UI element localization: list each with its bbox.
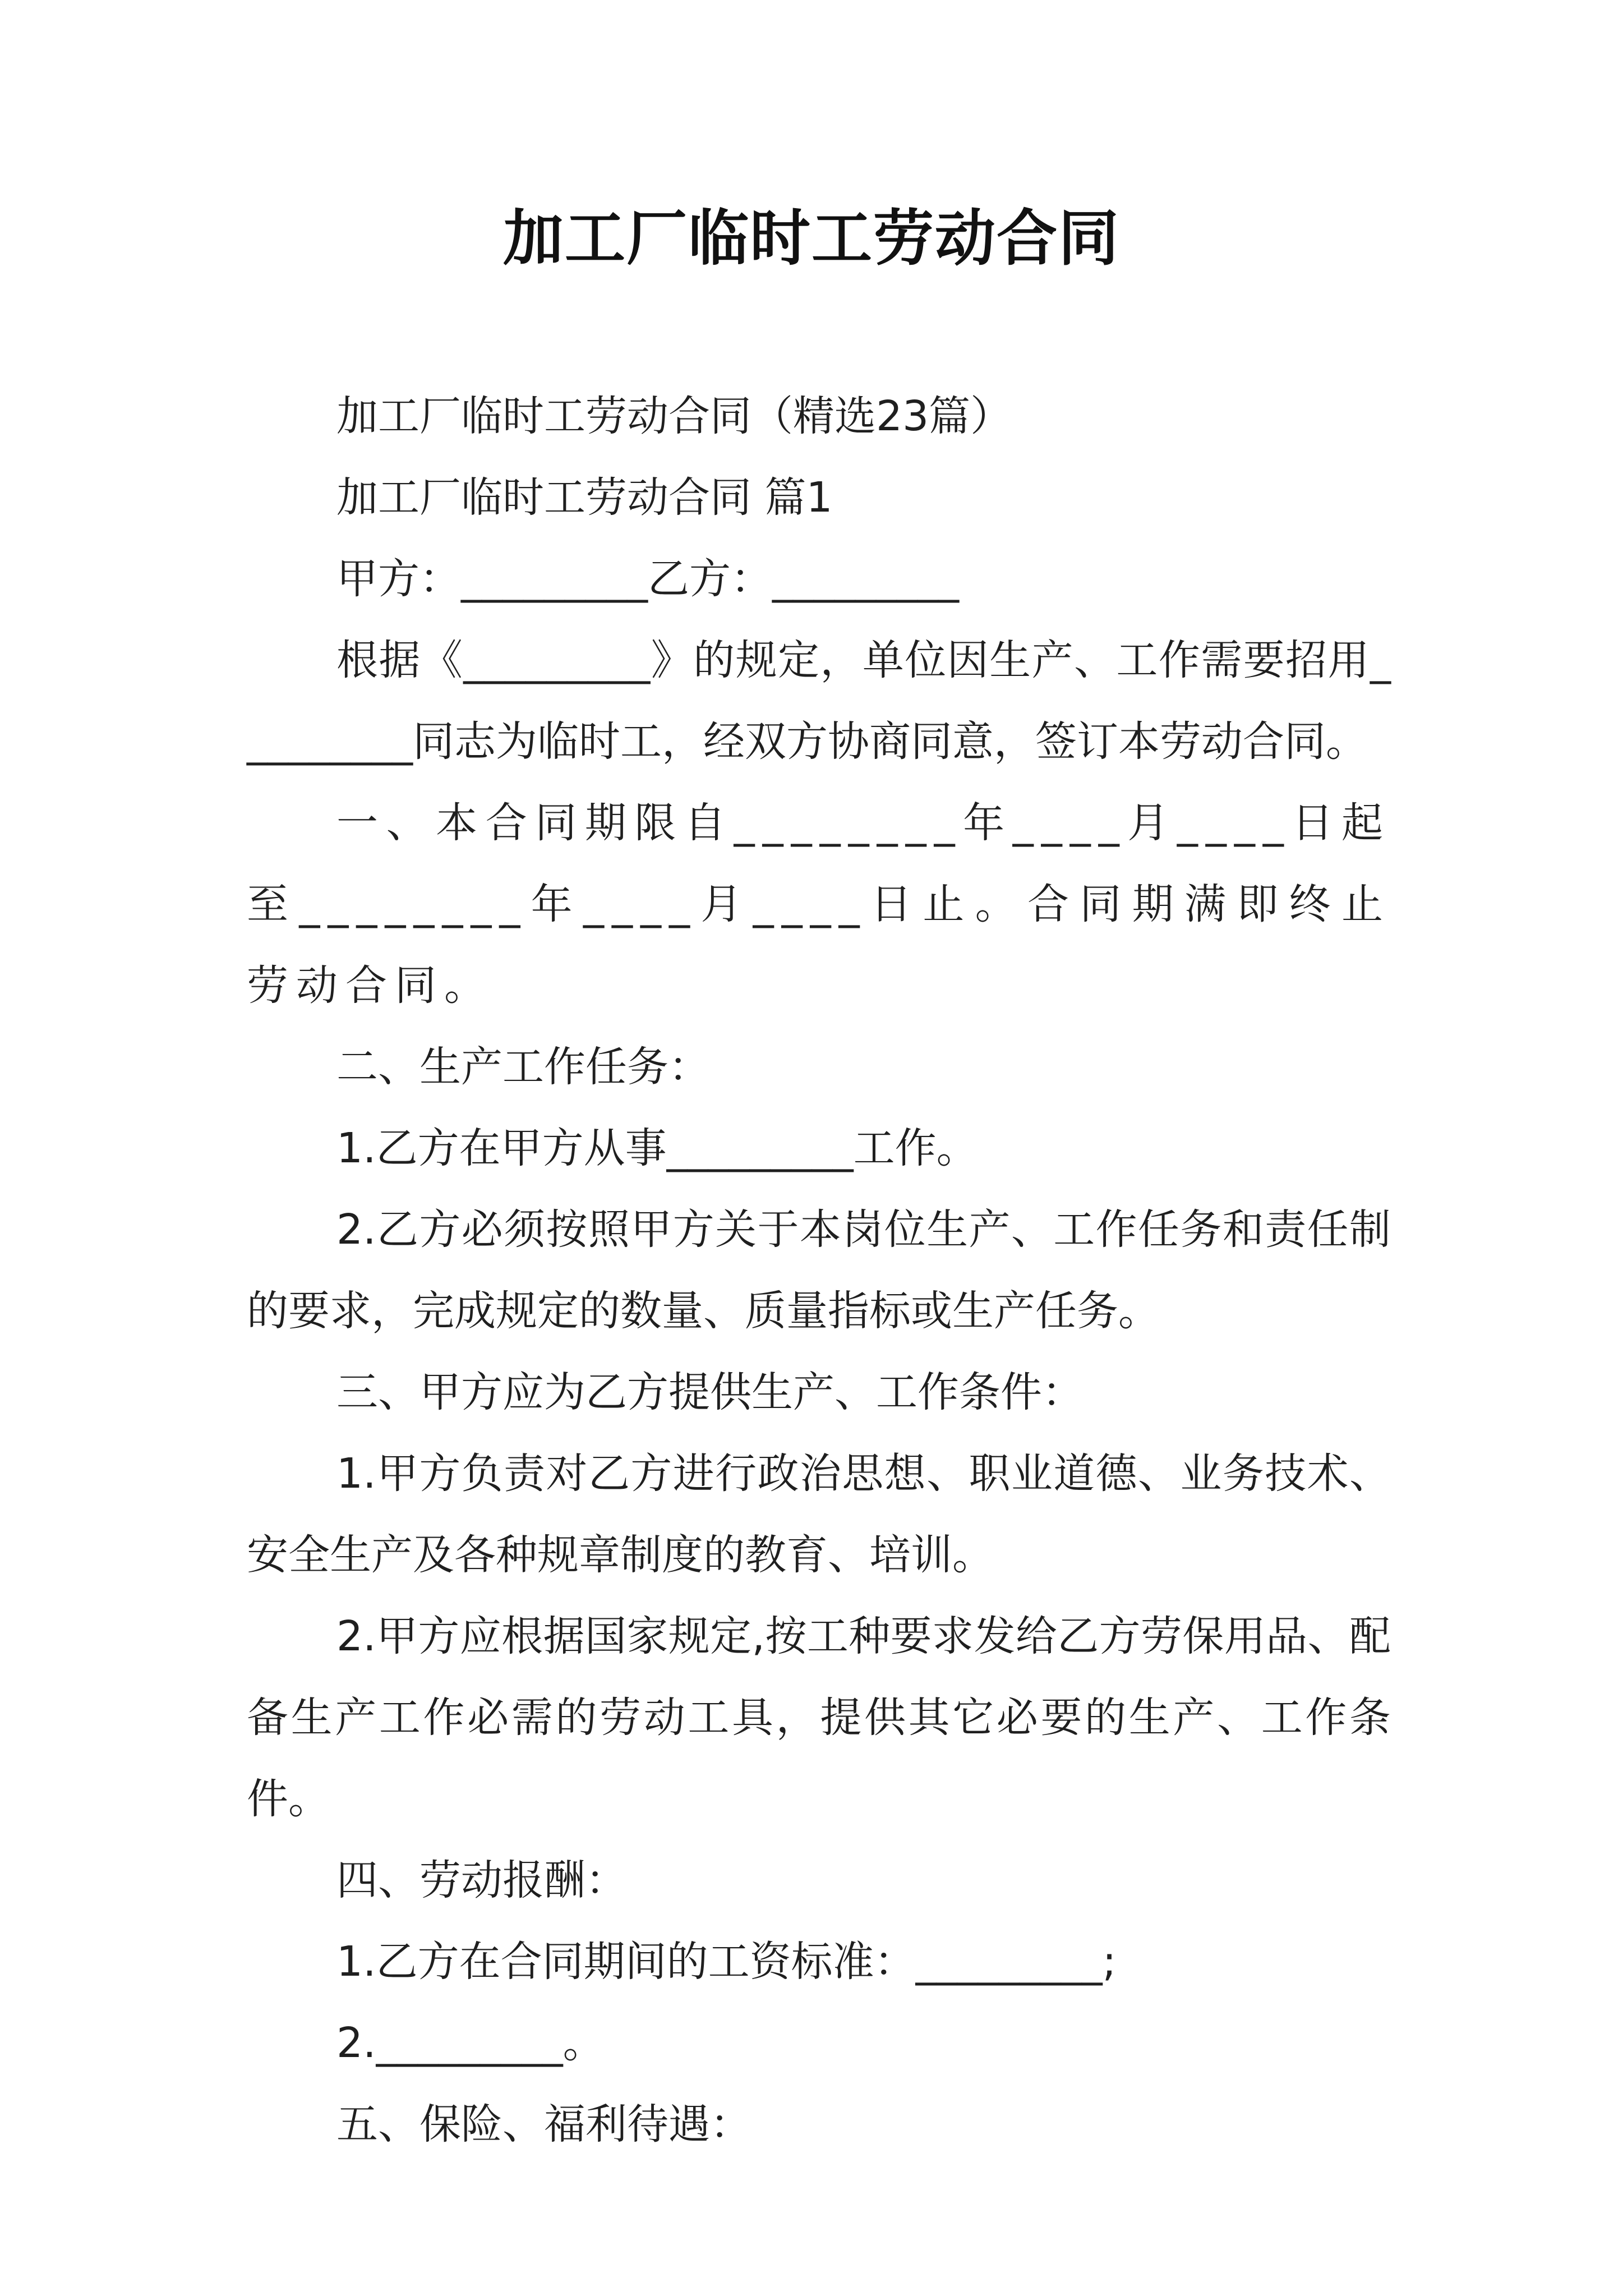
clause-3-item-1: 1.甲方负责对乙方进行政治思想、职业道德、业务技术、安全生产及各种规章制度的教育、培训。 (247, 1450, 1391, 1579)
section-heading: 加工厂临时工劳动合同 篇1 (336, 473, 833, 522)
clause-2-item-1: 1.乙方在甲方从事_________工作。 (336, 1124, 978, 1172)
parties-line: 甲方：_________乙方：_________ (336, 555, 959, 603)
clause-4-item-1: 1.乙方在合同期间的工资标准：_________; (336, 1938, 1117, 1986)
paragraph-term: 一、本合同期限自________年____月____日起至________年____月____日止。合同期满即终止劳动合同。 (247, 799, 1391, 1010)
clause-heading-2: 二、生产工作任务： (336, 1043, 710, 1091)
clause-3-item-2: 2.甲方应根据国家规定,按工种要求发给乙方劳保用品、配备生产工作必需的劳动工具，提供其它必要的生产、工作条件。 (247, 1612, 1391, 1823)
paragraph-preamble: 根据《_________》的规定，单位因生产、工作需要招用_________同志为临时工，经双方协商同意，签订本劳动合同。 (247, 636, 1391, 766)
document-title: 加工厂临时工劳动合同 (502, 203, 1120, 274)
clause-heading-3: 三、甲方应为乙方提供生产、工作条件： (336, 1368, 1083, 1416)
clause-heading-4: 四、劳动报酬： (336, 1856, 627, 1904)
clause-heading-5: 五、保险、福利待遇： (336, 2100, 751, 2148)
document-body (247, 376, 1391, 2165)
subtitle-line: 加工厂临时工劳动合同（精选23篇） (336, 392, 1012, 440)
clause-2-item-2: 2.乙方必须按照甲方关于本岗位生产、工作任务和责任制的要求，完成规定的数量、质量指标或生产任务。 (247, 1205, 1391, 1335)
clause-4-item-2: 2._________。 (336, 2019, 605, 2067)
